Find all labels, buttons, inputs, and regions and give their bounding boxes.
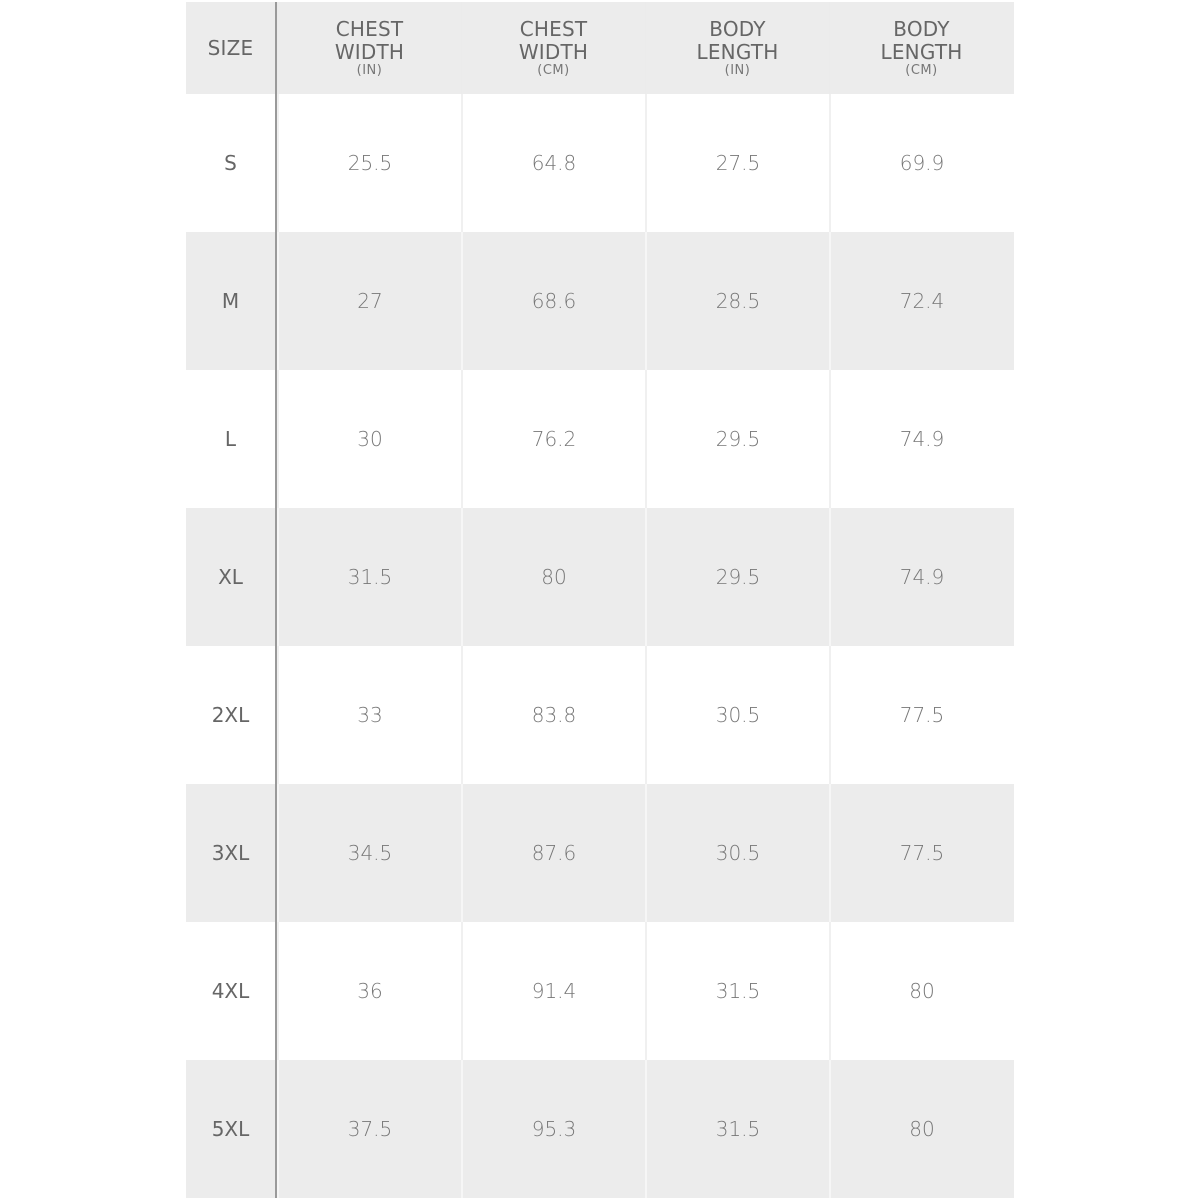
size-label: XL — [218, 565, 243, 589]
body-length-in-cell — [645, 232, 829, 370]
table-row — [186, 646, 1014, 784]
size-cell — [186, 1060, 277, 1198]
cell-value: 33 — [357, 703, 383, 727]
body-length-in-cell — [645, 784, 829, 922]
body-length-in-cell — [645, 370, 829, 508]
cell-value: 34.5 — [347, 841, 393, 865]
header-body-length-in — [645, 2, 829, 94]
cell-value: 68.6 — [531, 289, 577, 313]
cell-value: 83.8 — [531, 703, 577, 727]
cell-value: 76.2 — [531, 427, 577, 451]
header-line-1: BODY — [893, 17, 950, 41]
header-line-2: LENGTH — [880, 40, 963, 64]
size-label: 4XL — [211, 979, 250, 1003]
chest-width-in-cell — [277, 94, 461, 232]
size-label: L — [224, 427, 237, 451]
cell-value: 29.5 — [715, 565, 761, 589]
table-row — [186, 784, 1014, 922]
cell-value: 31.5 — [715, 979, 761, 1003]
chest-width-in-cell — [277, 370, 461, 508]
body-length-in-cell — [645, 922, 829, 1060]
size-label: 2XL — [211, 703, 250, 727]
table-row — [186, 1060, 1014, 1198]
chest-width-cm-cell — [461, 508, 645, 646]
body-length-cm-cell — [829, 508, 1013, 646]
cell-value: 87.6 — [531, 841, 577, 865]
cell-value: 29.5 — [715, 427, 761, 451]
chest-width-in-cell — [277, 922, 461, 1060]
chest-width-cm-cell — [461, 784, 645, 922]
size-label: M — [221, 289, 240, 313]
header-unit: (CM) — [905, 63, 938, 78]
body-length-in-cell — [645, 646, 829, 784]
header-unit: (IN) — [724, 63, 751, 78]
chest-width-in-cell — [277, 508, 461, 646]
chest-width-in-cell — [277, 232, 461, 370]
chest-width-in-cell — [277, 646, 461, 784]
header-chest-width-cm — [461, 2, 645, 94]
cell-value: 95.3 — [531, 1117, 577, 1141]
cell-value: 64.8 — [531, 151, 577, 175]
table-row — [186, 94, 1014, 232]
header-line-2: WIDTH — [518, 40, 589, 64]
cell-value: 31.5 — [715, 1117, 761, 1141]
size-cell — [186, 370, 277, 508]
body-length-cm-cell — [829, 922, 1013, 1060]
header-line-1: BODY — [709, 17, 766, 41]
cell-value: 74.9 — [899, 427, 945, 451]
chest-width-cm-cell — [461, 922, 645, 1060]
size-cell — [186, 232, 277, 370]
chest-width-cm-cell — [461, 1060, 645, 1198]
header-unit: (IN) — [356, 63, 383, 78]
cell-value: 27.5 — [715, 151, 761, 175]
body-length-in-cell — [645, 508, 829, 646]
table-row — [186, 370, 1014, 508]
cell-value: 36 — [357, 979, 383, 1003]
body-length-cm-cell — [829, 646, 1013, 784]
size-cell — [186, 646, 277, 784]
cell-value: 30.5 — [715, 703, 761, 727]
chest-width-in-cell — [277, 1060, 461, 1198]
size-label: 5XL — [211, 1117, 250, 1141]
cell-value: 31.5 — [347, 565, 393, 589]
body-length-cm-cell — [829, 1060, 1013, 1198]
cell-value: 72.4 — [899, 289, 945, 313]
cell-value: 77.5 — [899, 703, 945, 727]
body-length-cm-cell — [829, 232, 1013, 370]
chest-width-in-cell — [277, 784, 461, 922]
chest-width-cm-cell — [461, 646, 645, 784]
body-length-cm-cell — [829, 370, 1013, 508]
body-length-cm-cell — [829, 784, 1013, 922]
chest-width-cm-cell — [461, 94, 645, 232]
cell-value: 28.5 — [715, 289, 761, 313]
body-length-in-cell — [645, 94, 829, 232]
table-header-row — [186, 2, 1014, 94]
size-cell — [186, 508, 277, 646]
cell-value: 30 — [357, 427, 383, 451]
header-unit: (CM) — [537, 63, 570, 78]
table-row — [186, 922, 1014, 1060]
cell-value: 80 — [909, 1117, 935, 1141]
header-line-2: LENGTH — [696, 40, 779, 64]
cell-value: 30.5 — [715, 841, 761, 865]
cell-value: 74.9 — [899, 565, 945, 589]
header-line-1: CHEST — [335, 17, 404, 41]
size-chart-table — [186, 2, 1014, 1198]
cell-value: 91.4 — [531, 979, 577, 1003]
cell-value: 27 — [357, 289, 383, 313]
cell-value: 77.5 — [899, 841, 945, 865]
header-line-2: WIDTH — [334, 40, 405, 64]
body-length-in-cell — [645, 1060, 829, 1198]
cell-value: 69.9 — [899, 151, 945, 175]
cell-value: 25.5 — [347, 151, 393, 175]
size-cell — [186, 922, 277, 1060]
table-row — [186, 232, 1014, 370]
body-length-cm-cell — [829, 94, 1013, 232]
header-size-label: SIZE — [207, 35, 254, 60]
cell-value: 80 — [909, 979, 935, 1003]
header-line-1: CHEST — [519, 17, 588, 41]
table-row — [186, 508, 1014, 646]
size-cell — [186, 784, 277, 922]
header-size — [186, 2, 277, 94]
chest-width-cm-cell — [461, 370, 645, 508]
size-label: S — [224, 151, 237, 175]
size-cell — [186, 94, 277, 232]
chest-width-cm-cell — [461, 232, 645, 370]
header-body-length-cm — [829, 2, 1013, 94]
cell-value: 37.5 — [347, 1117, 393, 1141]
cell-value: 80 — [541, 565, 567, 589]
size-label: 3XL — [211, 841, 250, 865]
header-chest-width-in — [277, 2, 461, 94]
